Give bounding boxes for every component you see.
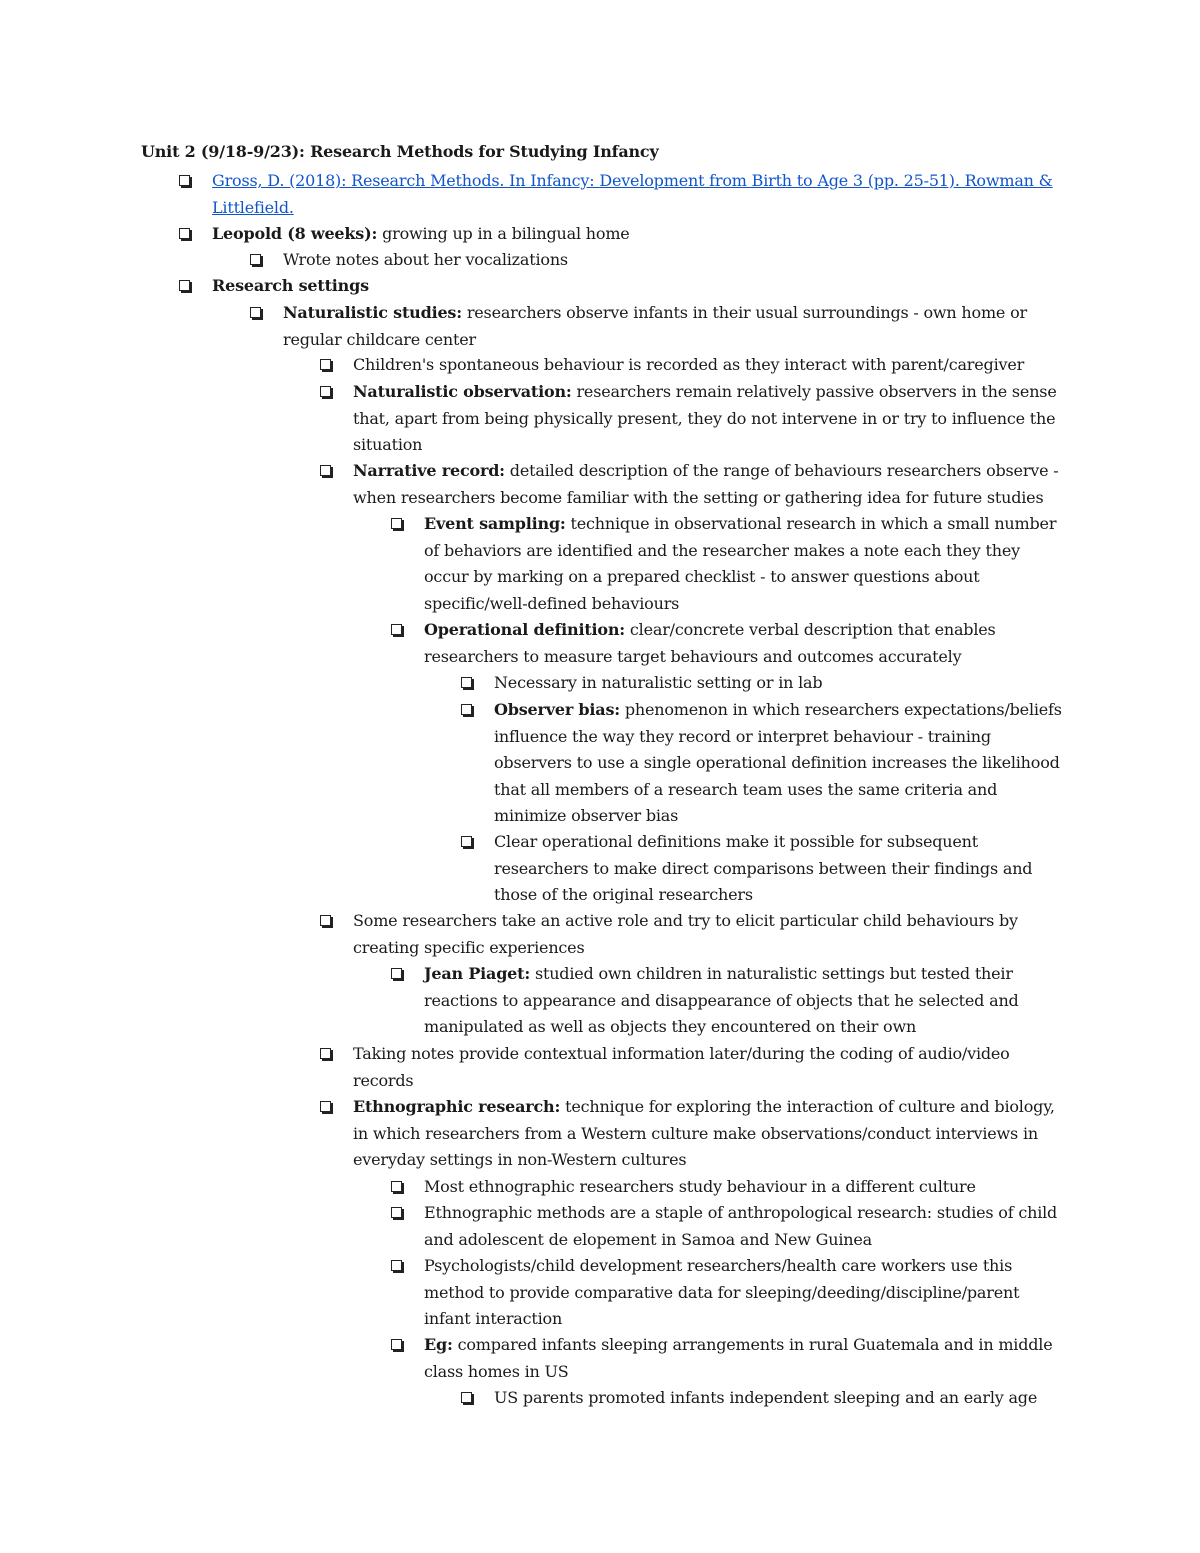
definition: clear/concrete verbal description that enables researchers to measure target behaviours and outcomes accurately — [424, 620, 996, 666]
term: Ethnographic research: — [353, 1097, 561, 1116]
item-text: Necessary in naturalistic setting or in lab — [494, 673, 823, 692]
item-text: Some researchers take an active role and try to elicit particular child behaviours by creating specific experiences — [353, 911, 1018, 957]
list-item — [212, 221, 1062, 248]
checkbox-icon[interactable] — [391, 968, 402, 979]
term: Leopold (8 weeks): — [212, 224, 378, 243]
checkbox-icon[interactable] — [250, 307, 261, 318]
definition: researchers remain relatively passive observers in the sense that, apart from being physically present, they do not intervene in or try to influence the situation — [353, 382, 1057, 454]
definition: technique for exploring the interaction of culture and biology, in which researchers from a Western culture make observations/conduct interviews in everyday settings in non-Western cultures — [353, 1097, 1055, 1169]
term: Event sampling: — [424, 514, 566, 533]
list-item — [424, 1174, 1064, 1201]
list-item — [424, 511, 1064, 617]
checkbox-icon[interactable] — [320, 465, 331, 476]
list-item — [353, 458, 1063, 511]
checkbox-icon[interactable] — [461, 704, 472, 715]
definition: studied own children in naturalistic settings but tested their reactions to appearance and disappearance of objects that he selected and manipulated as well as objects they encountered on their own — [424, 964, 1019, 1036]
checkbox-icon[interactable] — [320, 1048, 331, 1059]
term: Operational definition: — [424, 620, 626, 639]
checkbox-icon[interactable] — [391, 1339, 402, 1350]
list-item — [424, 961, 1064, 1041]
checkbox-icon[interactable] — [391, 1181, 402, 1192]
term: Naturalistic studies: — [283, 303, 462, 322]
definition: researchers observe infants in their usual surroundings - own home or regular childcare center — [283, 303, 1027, 349]
item-text: US parents promoted infants independent sleeping and an early age — [494, 1388, 1038, 1407]
list-item — [353, 352, 1063, 379]
item-text: Children's spontaneous behaviour is recorded as they interact with parent/caregiver — [353, 355, 1025, 374]
list-item — [494, 1385, 1064, 1412]
page-title: Unit 2 (9/18-9/23): Research Methods for Studying Infancy — [141, 142, 659, 161]
item-text: Clear operational definitions make it possible for subsequent researchers to make direct comparisons between their findings and those of the original researchers — [494, 832, 1033, 904]
checkbox-icon[interactable] — [391, 1207, 402, 1218]
list-item — [283, 247, 1063, 274]
checkbox-icon[interactable] — [320, 386, 331, 397]
checkbox-icon[interactable] — [250, 254, 261, 265]
term: Narrative record: — [353, 461, 505, 480]
checkbox-icon[interactable] — [461, 677, 472, 688]
checkbox-icon[interactable] — [391, 1260, 402, 1271]
list-item — [283, 300, 1063, 353]
checkbox-icon[interactable] — [391, 518, 402, 529]
list-item — [424, 1200, 1064, 1253]
reference-link[interactable]: Gross, D. (2018): Research Methods. In Infancy: Development from Birth to Age 3 (pp. 25-51). Rowman & Littlefield. — [212, 171, 1053, 217]
checkbox-icon[interactable] — [320, 359, 331, 370]
definition: detailed description of the range of behaviours researchers observe - when researchers become familiar with the setting or gathering idea for future studies — [353, 461, 1059, 507]
term: Jean Piaget: — [424, 964, 531, 983]
list-item — [353, 379, 1063, 459]
item-text: Most ethnographic researchers study behaviour in a different culture — [424, 1177, 976, 1196]
list-item — [353, 908, 1063, 961]
checkbox-icon[interactable] — [320, 915, 331, 926]
list-item — [494, 670, 1064, 697]
term: Research settings — [212, 276, 369, 295]
checkbox-icon[interactable] — [179, 280, 190, 291]
list-item — [353, 1041, 1063, 1094]
term: Observer bias: — [494, 700, 620, 719]
list-item — [424, 617, 1064, 670]
checkbox-icon[interactable] — [320, 1101, 331, 1112]
list-item — [353, 1094, 1063, 1174]
list-item — [494, 697, 1064, 830]
checkbox-icon[interactable] — [461, 1392, 472, 1403]
item-text: Ethnographic methods are a staple of anthropological research: studies of child and adolescent de elopement in Samoa and New Guinea — [424, 1203, 1058, 1249]
list-item — [494, 829, 1064, 909]
checkbox-icon[interactable] — [391, 624, 402, 635]
term: Eg: — [424, 1335, 453, 1354]
term: Naturalistic observation: — [353, 382, 572, 401]
list-item — [424, 1332, 1064, 1385]
list-item[interactable] — [212, 168, 1062, 221]
list-item — [212, 273, 1062, 300]
definition: phenomenon in which researchers expectations/beliefs influence the way they record or interpret behaviour - training observers to use a single operational definition increases the likelihood that all members of a research team uses the same criteria and minimize observer bias — [494, 700, 1062, 825]
item-text: Psychologists/child development researchers/health care workers use this method to provide comparative data for sleeping/deeding/discipline/parent infant interaction — [424, 1256, 1020, 1328]
item-text: Wrote notes about her vocalizations — [283, 250, 568, 269]
definition: compared infants sleeping arrangements in rural Guatemala and in middle class homes in US — [424, 1335, 1053, 1381]
checkbox-icon[interactable] — [461, 836, 472, 847]
list-item — [424, 1253, 1064, 1333]
checkbox-icon[interactable] — [179, 175, 190, 186]
checkbox-icon[interactable] — [179, 228, 190, 239]
definition: growing up in a bilingual home — [377, 224, 630, 243]
item-text: Taking notes provide contextual information later/during the coding of audio/video records — [353, 1044, 1010, 1090]
definition: technique in observational research in which a small number of behaviors are identified and the researcher makes a note each they they occur by marking on a prepared checklist - to answer questions about specific/well-defined behaviours — [424, 514, 1057, 613]
